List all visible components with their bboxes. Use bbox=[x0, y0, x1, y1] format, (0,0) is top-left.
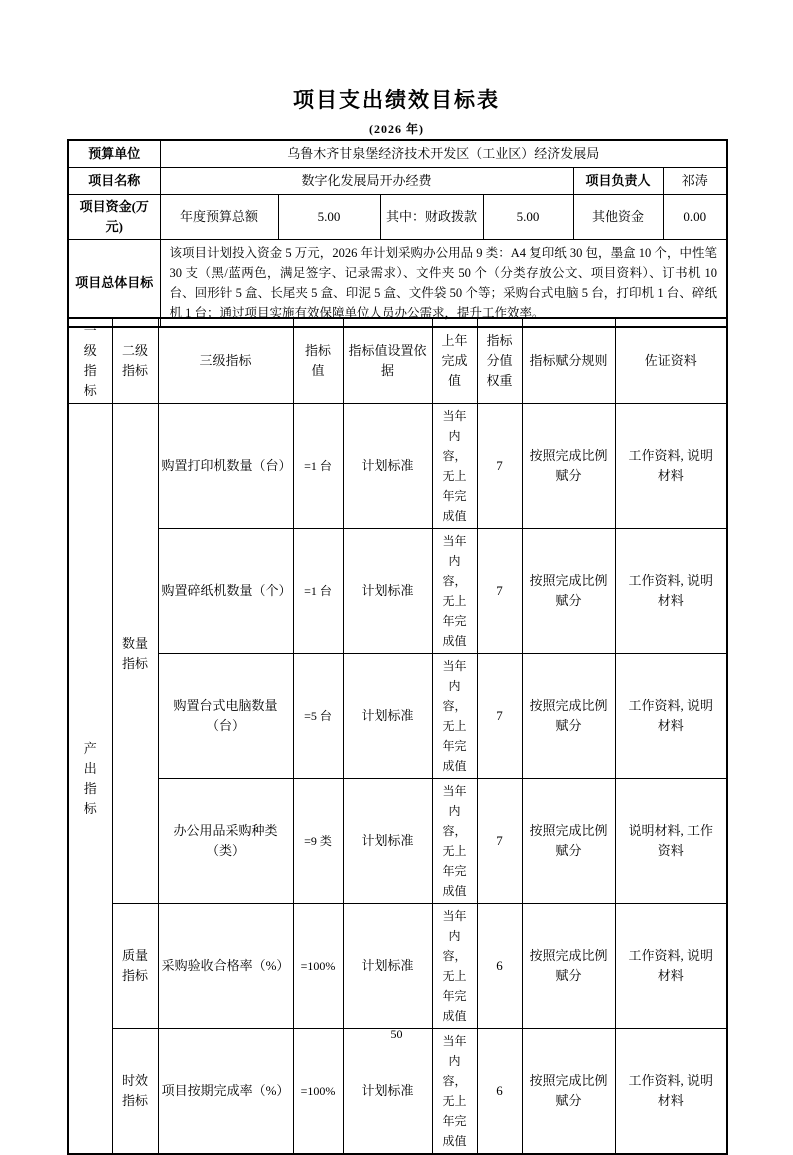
rule-cell: 按照完成比例赋分 bbox=[522, 654, 615, 779]
annual-budget-value: 5.00 bbox=[278, 194, 380, 239]
rule-cell: 按照完成比例赋分 bbox=[522, 529, 615, 654]
level1-output-indicator: 产出指标 bbox=[68, 404, 112, 1155]
prev-year-cell: 当年内容，无上年完成值 bbox=[432, 904, 477, 1029]
budget-unit-label: 预算单位 bbox=[68, 140, 160, 167]
header-basis: 指标值设置依据 bbox=[343, 318, 432, 404]
basis-cell: 计划标准 bbox=[343, 654, 432, 779]
header-weight: 指标分值权重 bbox=[477, 318, 522, 404]
page-subtitle: (2026 年) bbox=[369, 122, 424, 136]
level2-timeliness-indicator: 时效指标 bbox=[112, 1029, 158, 1155]
evidence-cell: 工作资料, 说明材料 bbox=[615, 904, 727, 1029]
header-level2: 二级指标 bbox=[112, 318, 158, 404]
prev-year-cell: 当年内容，无上年完成值 bbox=[432, 404, 477, 529]
evidence-cell: 说明材料, 工作资料 bbox=[615, 779, 727, 904]
value-cell: =5 台 bbox=[293, 654, 343, 779]
weight-cell: 6 bbox=[477, 1029, 522, 1155]
header-scoring-rule: 指标赋分规则 bbox=[522, 318, 615, 404]
project-leader-label: 项目负责人 bbox=[573, 167, 663, 194]
page-title: 项目支出绩效目标表 bbox=[293, 88, 500, 112]
weight-cell: 7 bbox=[477, 404, 522, 529]
l3-indicator-cell: 购置台式电脑数量（台） bbox=[158, 654, 293, 779]
value-cell: =9 类 bbox=[293, 779, 343, 904]
level2-quality-indicator: 质量指标 bbox=[112, 904, 158, 1029]
basis-cell: 计划标准 bbox=[343, 404, 432, 529]
value-cell: =1 台 bbox=[293, 529, 343, 654]
other-funds-label: 其他资金 bbox=[573, 194, 663, 239]
budget-unit-value: 乌鲁木齐甘泉堡经济技术开发区（工业区）经济发展局 bbox=[160, 140, 727, 167]
header-level3: 三级指标 bbox=[158, 318, 293, 404]
project-name-value: 数字化发展局开办经费 bbox=[160, 167, 573, 194]
project-funds-label: 项目资金(万元) bbox=[68, 194, 160, 239]
overall-goal-label: 项目总体目标 bbox=[68, 239, 160, 327]
annual-budget-label: 年度预算总额 bbox=[160, 194, 278, 239]
l3-indicator-cell: 项目按期完成率（%） bbox=[158, 1029, 293, 1155]
weight-cell: 7 bbox=[477, 779, 522, 904]
header-level1: 一级指标 bbox=[68, 318, 112, 404]
rule-cell: 按照完成比例赋分 bbox=[522, 404, 615, 529]
prev-year-cell: 当年内容，无上年完成值 bbox=[432, 1029, 477, 1155]
rule-cell: 按照完成比例赋分 bbox=[522, 779, 615, 904]
basis-cell: 计划标准 bbox=[343, 779, 432, 904]
evidence-cell: 工作资料, 说明材料 bbox=[615, 1029, 727, 1155]
evidence-cell: 工作资料, 说明材料 bbox=[615, 529, 727, 654]
fiscal-allocation-value: 5.00 bbox=[483, 194, 573, 239]
prev-year-cell: 当年内容，无上年完成值 bbox=[432, 779, 477, 904]
l3-indicator-cell: 购置打印机数量（台） bbox=[158, 404, 293, 529]
l3-indicator-cell: 购置碎纸机数量（个） bbox=[158, 529, 293, 654]
value-cell: =100% bbox=[293, 1029, 343, 1155]
value-cell: =1 台 bbox=[293, 404, 343, 529]
header-prev-year: 上年完成值 bbox=[432, 318, 477, 404]
fiscal-allocation-label: 其中：财政拨款 bbox=[380, 194, 483, 239]
level2-quantity-indicator: 数量指标 bbox=[112, 404, 158, 904]
project-info-table bbox=[67, 139, 728, 328]
overall-goal-value: 该项目计划投入资金 5 万元，2026 年计划采购办公用品 9 类：A4 复印纸 30 包，墨盒 10 个，中性笔 30 支（黑/蓝两色，满足签字、记录需求）、文件夹 50 个（分类存放公文、项目资料）、订书机 10 台、回形针 5 盒、长尾夹 5 盒、印泥 5 盒、文件袋 50 个等；采购台式电脑 5 台，打印机 1 台、碎纸机 1 台；通过项目实施有效保障单位人员办公需求，提升工作效率。 bbox=[160, 239, 727, 327]
basis-cell: 计划标准 bbox=[343, 529, 432, 654]
header-value: 指标值 bbox=[293, 318, 343, 404]
l3-indicator-cell: 采购验收合格率（%） bbox=[158, 904, 293, 1029]
other-funds-value: 0.00 bbox=[663, 194, 727, 239]
weight-cell: 6 bbox=[477, 904, 522, 1029]
rule-cell: 按照完成比例赋分 bbox=[522, 904, 615, 1029]
prev-year-cell: 当年内容，无上年完成值 bbox=[432, 529, 477, 654]
evidence-cell: 工作资料, 说明材料 bbox=[615, 404, 727, 529]
project-name-label: 项目名称 bbox=[68, 167, 160, 194]
weight-cell: 7 bbox=[477, 654, 522, 779]
basis-cell: 计划标准 bbox=[343, 904, 432, 1029]
evidence-cell: 工作资料, 说明材料 bbox=[615, 654, 727, 779]
header-evidence: 佐证资料 bbox=[615, 318, 727, 404]
prev-year-cell: 当年内容，无上年完成值 bbox=[432, 654, 477, 779]
page-number: 50 bbox=[390, 1027, 403, 1041]
basis-cell: 计划标准 bbox=[343, 1029, 432, 1155]
weight-cell: 7 bbox=[477, 529, 522, 654]
rule-cell: 按照完成比例赋分 bbox=[522, 1029, 615, 1155]
l3-indicator-cell: 办公用品采购种类（类） bbox=[158, 779, 293, 904]
project-leader-value: 祁涛 bbox=[663, 167, 727, 194]
value-cell: =100% bbox=[293, 904, 343, 1029]
